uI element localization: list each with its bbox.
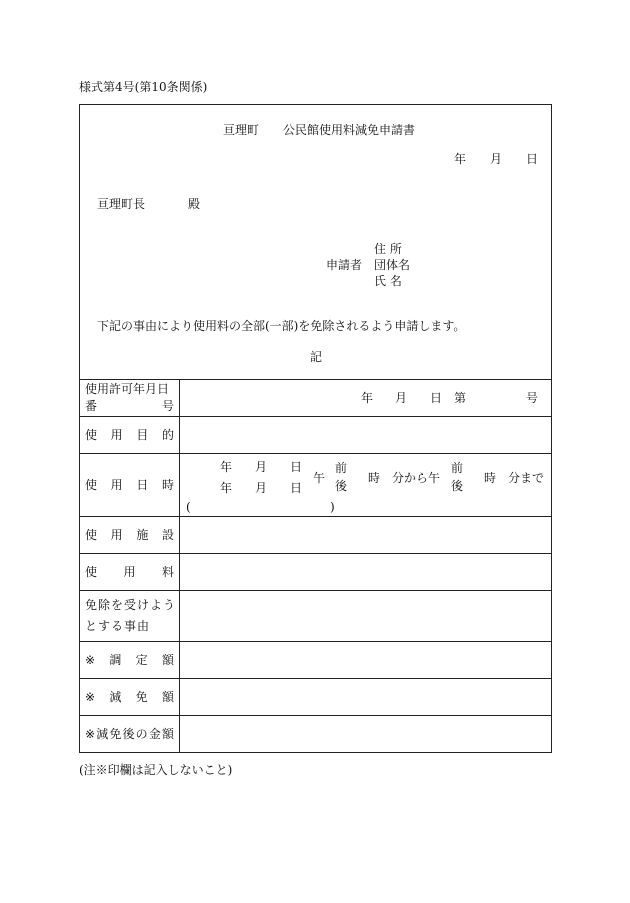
facility-label: [85, 528, 174, 542]
application-statement: 下記の事由により使用料の全部(一部)を免除されるよう申請します。: [97, 319, 466, 333]
label-char: ※: [85, 690, 96, 704]
label-char: 調: [109, 653, 122, 667]
datetime-year-1: 年: [220, 460, 233, 474]
datetime-day-2: 日: [290, 481, 303, 495]
after-reduction-label: [85, 727, 174, 741]
row-divider: [80, 715, 551, 716]
row-divider: [80, 590, 551, 591]
datetime-month-1: 月: [255, 460, 268, 474]
label-char: 目: [136, 428, 149, 442]
label-char: 用: [110, 478, 123, 492]
applicant-block: [326, 241, 410, 289]
permit-label-go: 号: [161, 399, 174, 413]
datetime-label: [85, 478, 174, 492]
datetime-day-1: 日: [290, 460, 303, 474]
permit-label-ban: 番: [85, 399, 98, 413]
label-char: 額: [161, 690, 174, 704]
row-divider: [80, 416, 551, 417]
datetime-zen-1: 前: [335, 461, 348, 475]
form-title: 公民館使用料減免申請書: [283, 123, 416, 137]
reduction-label: [85, 690, 174, 704]
ki-mark: 記: [310, 350, 323, 364]
row-divider: [80, 678, 551, 679]
label-char: ※: [85, 653, 96, 667]
label-char: の: [135, 727, 148, 741]
datetime-ato-2: 後: [451, 479, 464, 493]
label-char: 使: [85, 528, 98, 542]
date-year: 年: [454, 152, 467, 166]
label-char: 使: [85, 565, 98, 579]
datetime-year-2: 年: [220, 481, 233, 495]
datetime-hour-2: 時: [484, 471, 497, 485]
label-char: 免: [109, 727, 122, 741]
label-char: 後: [122, 727, 135, 741]
fee-label: [85, 565, 174, 579]
datetime-paren-open: (: [186, 500, 191, 514]
datetime-paren-close: ): [330, 500, 335, 514]
permit-label-line1: 使用許可年月日: [85, 382, 170, 396]
applicant-address-label: 住 所: [374, 242, 402, 256]
row-divider: [80, 641, 551, 642]
permit-label-line2: [85, 399, 174, 413]
label-column-divider: [179, 379, 180, 752]
label-char: 料: [161, 565, 174, 579]
purpose-label: [85, 428, 174, 442]
label-char: ※: [85, 727, 96, 741]
permit-day: 日: [430, 391, 443, 405]
row-divider: [80, 453, 551, 454]
reason-label-line1: 免除を受けよう: [85, 598, 177, 612]
assessed-label: [85, 653, 174, 667]
label-char: 設: [161, 528, 174, 542]
label-char: 額: [161, 727, 174, 741]
label-char: 額: [161, 653, 174, 667]
permit-year: 年: [361, 391, 374, 405]
label-char: 用: [110, 428, 123, 442]
label-char: 金: [148, 727, 161, 741]
label-char: 減: [109, 690, 122, 704]
label-char: 免: [135, 690, 148, 704]
row-divider: [80, 516, 551, 517]
form-number: 様式第4号(第10条関係): [79, 80, 208, 94]
label-char: 日: [136, 478, 149, 492]
permit-dai: 第: [454, 391, 467, 405]
datetime-until: 分まで: [508, 471, 545, 485]
label-char: 的: [161, 428, 174, 442]
footnote: (注※印欄は記入しないこと): [79, 763, 233, 777]
datetime-hour-1: 時: [368, 471, 381, 485]
date-month: 月: [490, 152, 503, 166]
datetime-month-2: 月: [255, 481, 268, 495]
applicant-role: 申請者: [326, 258, 363, 272]
label-char: 用: [110, 528, 123, 542]
label-char: 使: [85, 428, 98, 442]
application-form: [79, 104, 552, 753]
datetime-from: 分から午: [392, 471, 441, 485]
label-char: 時: [161, 478, 174, 492]
permit-month: 月: [395, 391, 408, 405]
label-char: 使: [85, 478, 98, 492]
row-divider: [80, 553, 551, 554]
label-char: 定: [135, 653, 148, 667]
addressee-name: 亘理町長: [97, 197, 146, 211]
table-top-line: [80, 379, 551, 380]
title-town: 亘理町: [223, 123, 260, 137]
datetime-ato-1: 後: [335, 479, 348, 493]
applicant-group-label: 団体名: [374, 258, 411, 272]
label-char: 減: [96, 727, 109, 741]
label-char: 施: [136, 528, 149, 542]
label-char: 用: [123, 565, 136, 579]
reason-label-line2: とする事由: [85, 619, 151, 633]
datetime-go-1: 午: [313, 471, 326, 485]
datetime-zen-2: 前: [451, 461, 464, 475]
addressee-honorific: 殿: [188, 197, 201, 211]
permit-number-suffix: 号: [526, 391, 539, 405]
applicant-name-label: 氏 名: [374, 274, 402, 288]
date-day: 日: [526, 152, 539, 166]
